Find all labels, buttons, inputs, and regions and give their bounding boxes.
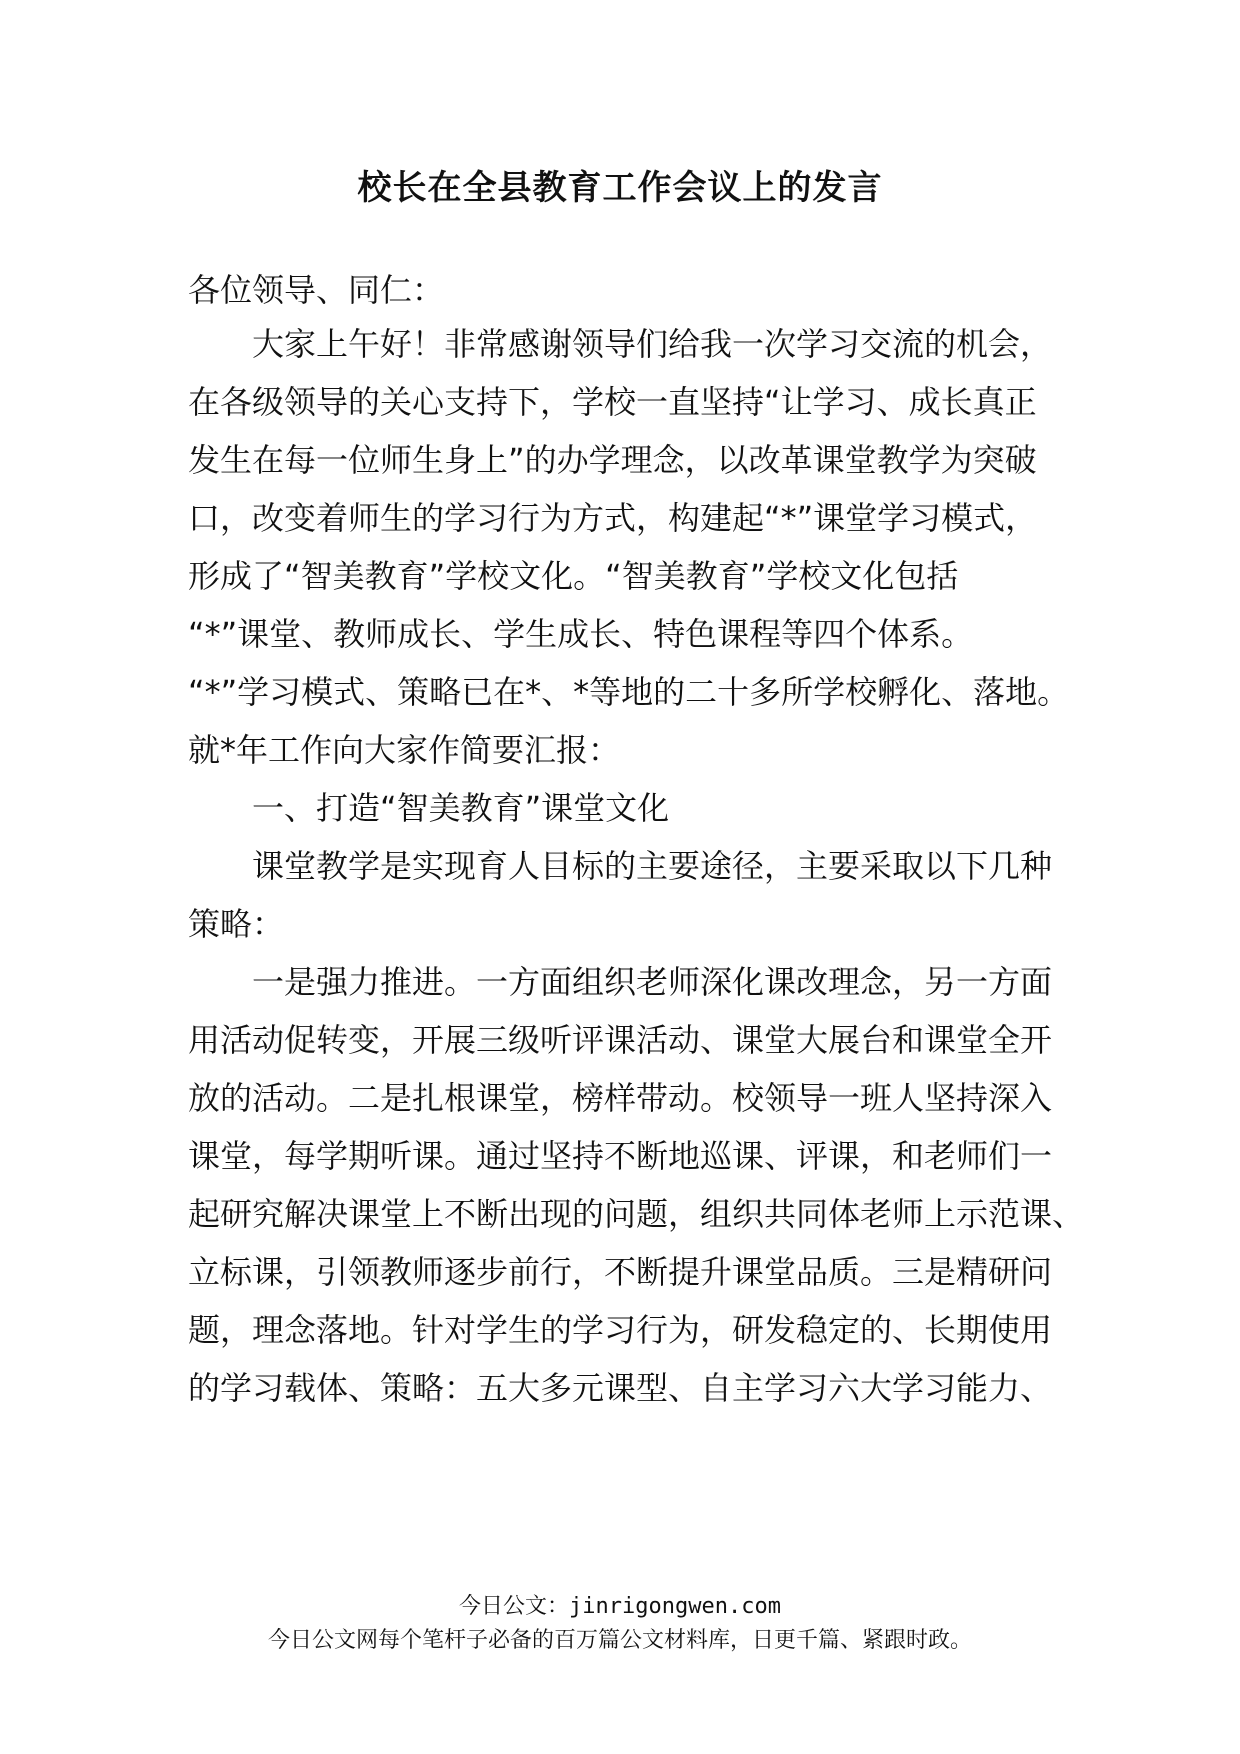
- body-line: 大家上午好！非常感谢领导们给我一次学习交流的机会，: [188, 325, 1053, 363]
- section-heading: 一、打造“智美教育”课堂文化: [188, 789, 670, 827]
- body-line: 起研究解决课堂上不断出现的问题，组织共同体老师上示范课、: [188, 1195, 1085, 1233]
- body-line: 口，改变着师生的学习行为方式，构建起“*”课堂学习模式，: [188, 499, 1038, 537]
- body-line: 用活动促转变，开展三级听评课活动、课堂大展台和课堂全开: [188, 1021, 1053, 1059]
- body-line: 放的活动。二是扎根课堂，榜样带动。校领导一班人坚持深入: [188, 1079, 1053, 1117]
- document-title: 校长在全县教育工作会议上的发言: [357, 168, 883, 208]
- body-line: “*”学习模式、策略已在*、*等地的二十多所学校孵化、落地。: [188, 673, 1070, 711]
- greeting-line: 各位领导、同仁：: [188, 271, 445, 309]
- body-line: 形成了“智美教育”学校文化。“智美教育”学校文化包括: [188, 557, 959, 595]
- body-line: 立标课，引领教师逐步前行，不断提升课堂品质。三是精研问: [188, 1253, 1053, 1291]
- footer-site-label: 今日公文：: [459, 1594, 570, 1619]
- footer-slogan: 今日公文网每个笔杆子必备的百万篇公文材料库，日更千篇、紧跟时政。: [267, 1628, 972, 1653]
- body-line: 就*年工作向大家作简要汇报：: [188, 731, 621, 769]
- body-line: 在各级领导的关心支持下，学校一直坚持“让学习、成长真正: [188, 383, 1037, 421]
- body-line: 课堂教学是实现育人目标的主要途径，主要采取以下几种: [188, 847, 1053, 885]
- body-line: 的学习载体、策略：五大多元课型、自主学习六大学习能力、: [188, 1369, 1053, 1407]
- body-line: 题，理念落地。针对学生的学习行为，研发稳定的、长期使用: [188, 1311, 1053, 1349]
- body-line: 一是强力推进。一方面组织老师深化课改理念，另一方面: [188, 963, 1053, 1001]
- footer-site-link[interactable]: jinrigongwen.com: [569, 1594, 781, 1619]
- body-line: 发生在每一位师生身上”的办学理念，以改革课堂教学为突破: [188, 441, 1037, 479]
- body-line: 课堂，每学期听课。通过坚持不断地巡课、评课，和老师们一: [188, 1137, 1053, 1175]
- body-line: “*”课堂、教师成长、学生成长、特色课程等四个体系。: [188, 615, 974, 653]
- body-line: 策略：: [188, 905, 285, 943]
- footer-site: [0, 1592, 1240, 1622]
